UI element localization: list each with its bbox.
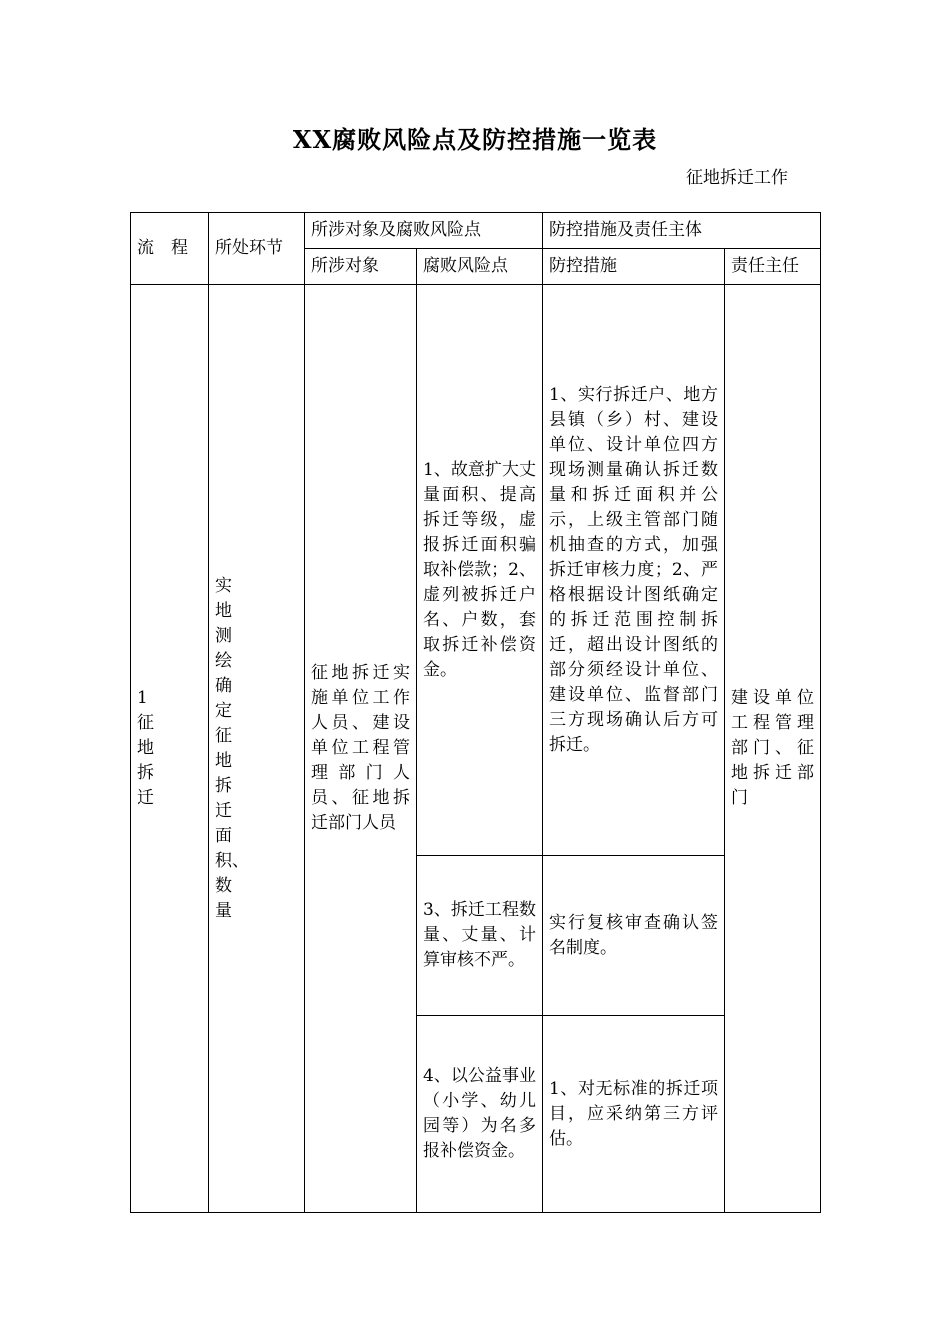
risk-table [130, 212, 821, 1213]
stage-text: 实地测绘确定征地拆迁面积、数量 [215, 575, 249, 921]
cell-object: 征地拆迁实施单位工作人员、建设单位工程管理部门人员、征地拆迁部门人员 [305, 285, 417, 1213]
page-subtitle: 征地拆迁工作 [686, 168, 788, 188]
header-risk-point: 腐败风险点 [417, 249, 543, 285]
header-row-1 [131, 213, 821, 249]
cell-risk-3: 4、以公益事业（小学、幼儿园等）为名多报补偿资金。 [417, 1016, 543, 1213]
page-title: XX腐败风险点及防控措施一览表 [292, 125, 658, 154]
header-flow: 流 程 [131, 213, 209, 285]
header-group-risk: 所涉对象及腐败风险点 [305, 213, 543, 249]
header-object: 所涉对象 [305, 249, 417, 285]
table-row [131, 285, 821, 856]
cell-measure-1: 1、实行拆迁户、地方县镇（乡）村、建设单位、设计单位四方现场测量确认拆迁数量和拆迁面积并公示，上级主管部门随机抽查的方式，加强拆迁审核力度；2、严格根据设计图纸确定的拆迁范围控制拆迁，超出设计图纸的部分须经设计单位、建设单位、监督部门三方现场确认后方可拆迁。 [543, 285, 725, 856]
header-group-control: 防控措施及责任主体 [543, 213, 821, 249]
cell-risk-2: 3、拆迁工程数量、丈量、计算审核不严。 [417, 856, 543, 1016]
cell-responsible: 建设单位工程管理部门、征地拆迁部门 [725, 285, 821, 1213]
cell-measure-3: 1、对无标准的拆迁项目，应采纳第三方评估。 [543, 1016, 725, 1213]
header-measure: 防控措施 [543, 249, 725, 285]
flow-text: 1征地拆迁 [137, 688, 154, 808]
cell-stage [209, 285, 305, 1213]
cell-risk-1: 1、故意扩大丈量面积、提高拆迁等级，虚报拆迁面积骗取补偿款；2、虚列被拆迁户名、户数，套取拆迁补偿资金。 [417, 285, 543, 856]
cell-measure-2: 实行复核审查确认签名制度。 [543, 856, 725, 1016]
header-stage: 所处环节 [209, 213, 305, 285]
header-responsible: 责任主任 [725, 249, 821, 285]
cell-flow [131, 285, 209, 1213]
